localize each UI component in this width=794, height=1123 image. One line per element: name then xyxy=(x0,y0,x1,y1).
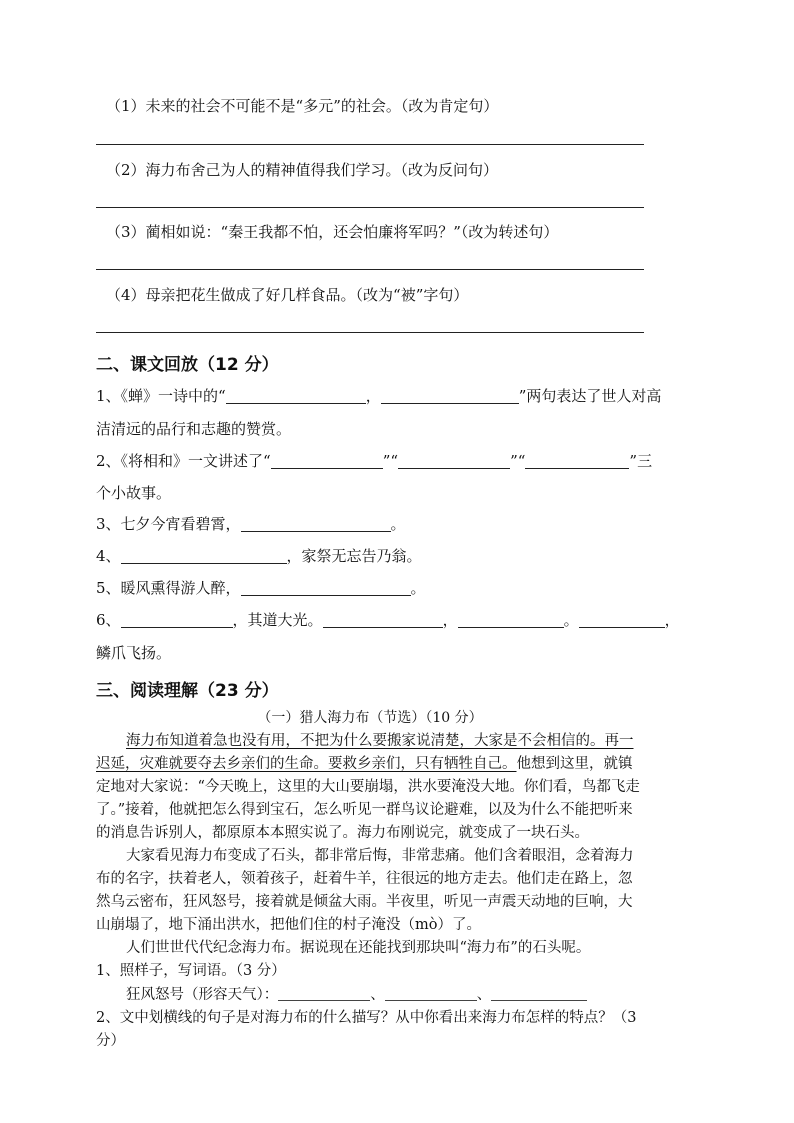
item-1-line-2: 洁清远的品行和志趣的赞赏。 xyxy=(96,420,292,438)
passage-p2-line-3: 然乌云密布，狂风怒号，接着就是倾盆大雨。半夜里，听见一声震天动地的巨响，大 xyxy=(96,894,633,910)
passage-title: （一）猎人海力布（节选）（10 分） xyxy=(257,710,483,726)
item-4-line xyxy=(96,546,422,566)
passage-p1-line-2-rest: 他想到这里，就镇 xyxy=(516,756,633,772)
item-2-line-1 xyxy=(96,451,652,471)
underlined-sentence-2: 迟延，灾难就要夺去乡亲们的生命。要救乡亲们，只有牺牲自己。 xyxy=(96,756,517,772)
blank-2b[interactable] xyxy=(398,452,510,469)
word-blank-2[interactable] xyxy=(385,986,477,1001)
blank-6a[interactable] xyxy=(121,611,233,628)
blank-6b[interactable] xyxy=(323,611,443,628)
section-2-heading: 二、课文回放（12 分） xyxy=(96,355,279,375)
item-6-prefix: 6、 xyxy=(96,611,121,629)
item-6-period: 。 xyxy=(563,611,579,629)
item-3-suffix: 。 xyxy=(390,515,406,533)
item-6-line-2: 鳞爪飞扬。 xyxy=(96,644,172,662)
answer-line-2[interactable] xyxy=(96,207,644,208)
reading-question-1: 1、照样子，写词语。（3 分） xyxy=(96,963,286,979)
section-3-heading: 三、阅读理解（23 分） xyxy=(96,681,279,701)
passage-p2-line-1: 大家看见海力布变成了石头，都非常后悔，非常悲痛。他们含着眼泪，念着海力 xyxy=(126,848,634,864)
blank-5[interactable] xyxy=(241,579,411,596)
item-4-suffix: ，家祭无忘告乃翁。 xyxy=(286,547,422,565)
item-2-line-2: 个小故事。 xyxy=(96,484,172,502)
question-2-text: （2）海力布舍己为人的精神值得我们学习。（改为反问句） xyxy=(106,161,499,179)
item-3-line xyxy=(96,514,406,534)
blank-3[interactable] xyxy=(241,515,391,532)
passage-p1-line-5: 的消息告诉别人，都原原本本照实说了。海力布刚说完，就变成了一块石头。 xyxy=(96,825,589,841)
item-2-suffix: ”三 xyxy=(629,452,653,470)
passage-p2-line-4: 山崩塌了，地下涌出洪水，把他们住的村子淹没（mò）了。 xyxy=(96,917,481,933)
item-2-quote-sep-2: ”“ xyxy=(510,452,526,470)
item-5-prefix: 5、暖风熏得游人醉， xyxy=(96,579,241,597)
passage-p2-line-2: 布的名字，扶着老人，领着孩子，赶着牛羊，往很远的地方走去。他们走在路上，忽 xyxy=(96,871,633,887)
reading-question-2-line-2: 分） xyxy=(96,1033,125,1049)
item-6-comma-2: ， xyxy=(664,611,680,629)
item-6-comma: ， xyxy=(442,611,458,629)
blank-1b[interactable] xyxy=(381,387,519,404)
underlined-sentence-1: 海力布知道着急也没有用，不把为什么要搬家说清楚，大家是不会相信的。再一 xyxy=(126,733,634,749)
answer-line-4[interactable] xyxy=(96,332,644,333)
item-5-line xyxy=(96,578,426,598)
question-4-text: （4）母亲把花生做成了好几样食品。（改为“被”字句） xyxy=(106,286,469,304)
question-3-text: （3）蔺相如说：“秦王我都不怕，还会怕廉将军吗？”（改为转述句） xyxy=(106,223,559,241)
word-sep-2: 、 xyxy=(476,987,492,1003)
blank-2c[interactable] xyxy=(525,452,629,469)
answer-line-3[interactable] xyxy=(96,269,644,270)
word-blank-1[interactable] xyxy=(278,986,370,1001)
answer-line-1[interactable] xyxy=(96,144,644,145)
reading-question-1-example xyxy=(126,985,587,1005)
item-6-line-1 xyxy=(96,610,680,630)
item-2-prefix: 2、《将相和》一文讲述了“ xyxy=(96,452,271,470)
example-label: 狂风怒号（形容天气）： xyxy=(126,987,279,1003)
item-1-prefix: 1、《蝉》一诗中的“ xyxy=(96,387,226,405)
passage-p1-line-2 xyxy=(96,754,633,774)
item-4-prefix: 4、 xyxy=(96,547,121,565)
item-1-suffix: ”两句表达了世人对高 xyxy=(518,387,662,405)
word-blank-3[interactable] xyxy=(491,986,587,1001)
item-6-mid-1: ，其道大光。 xyxy=(232,611,323,629)
passage-p1-line-4: 了。”接着，他就把怎么得到宝石，怎么听见一群鸟议论避难，以及为什么不能把听来 xyxy=(96,802,633,818)
passage-p1-line-3: 定地对大家说：“今天晚上，这里的大山要崩塌，洪水要淹没大地。你们看，鸟都飞走 xyxy=(96,779,640,795)
blank-6d[interactable] xyxy=(579,611,665,628)
blank-4[interactable] xyxy=(121,547,287,564)
item-2-quote-sep-1: ”“ xyxy=(382,452,399,470)
item-1-line-1 xyxy=(96,386,661,406)
item-5-suffix: 。 xyxy=(410,579,426,597)
blank-6c[interactable] xyxy=(458,611,564,628)
passage-p1-line-1 xyxy=(126,731,634,751)
question-1-text: （1）未来的社会不可能不是“多元”的社会。（改为肯定句） xyxy=(106,97,499,115)
word-sep-1: 、 xyxy=(370,987,385,1003)
reading-question-2-line-1: 2、文中划横线的句子是对海力布的什么描写？从中你看出来海力布怎样的特点？（3 xyxy=(96,1010,637,1026)
item-3-prefix: 3、七夕今宵看碧霄， xyxy=(96,515,241,533)
blank-1a[interactable] xyxy=(226,387,366,404)
item-1-comma: ， xyxy=(365,387,381,405)
blank-2a[interactable] xyxy=(271,452,383,469)
passage-p3-line-1: 人们世世代代纪念海力布。据说现在还能找到那块叫“海力布”的石头呢。 xyxy=(126,940,591,956)
